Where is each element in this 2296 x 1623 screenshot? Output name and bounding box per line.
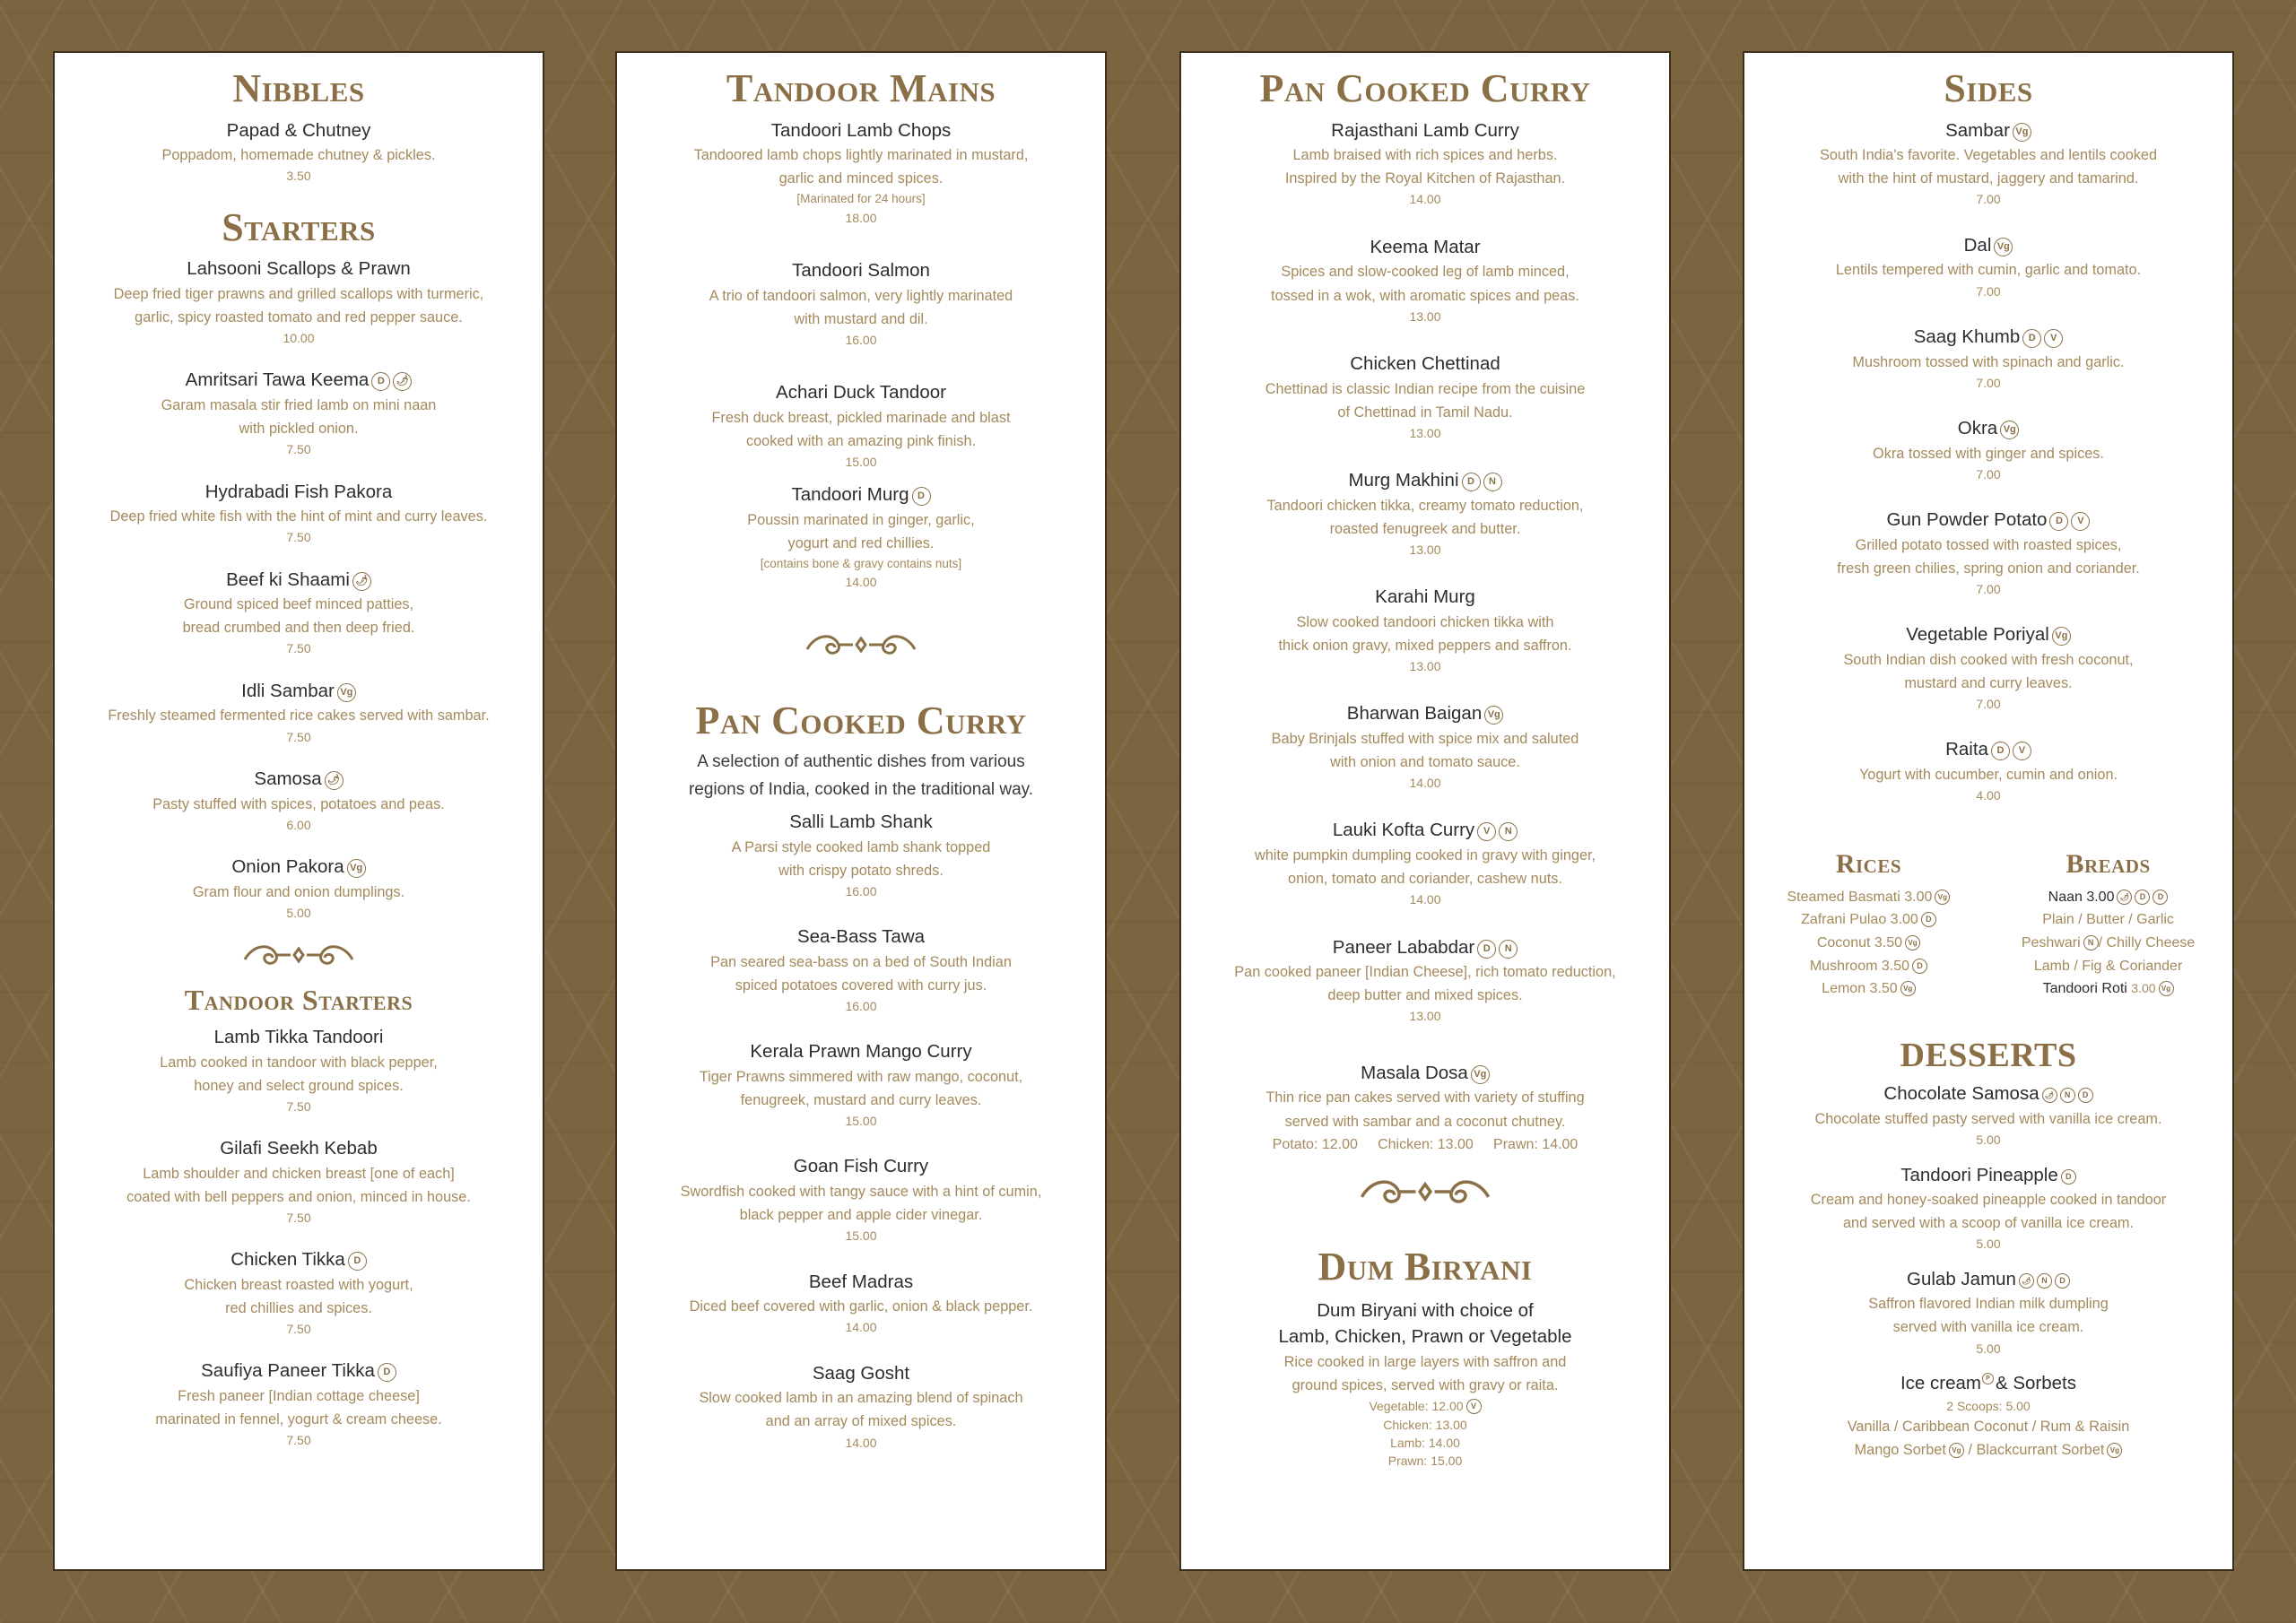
dairy-icon: D xyxy=(378,1363,396,1382)
item-desc: Rice cooked in large layers with saffron and xyxy=(1283,1354,1567,1371)
item-desc: with mustard and dil. xyxy=(794,310,928,327)
item-desc: served with vanilla ice cream. xyxy=(1892,1319,2084,1336)
item-name: Bharwan Baigan Vg xyxy=(1194,700,1657,727)
ornament-divider-icon xyxy=(55,940,543,975)
item-desc: Saffron flavored Indian milk dumpling xyxy=(1868,1296,2109,1313)
nuts-icon: N xyxy=(2060,1088,2075,1103)
item-desc: served with sambar and a coconut chutney. xyxy=(1284,1113,1566,1130)
menu-item xyxy=(630,809,1092,900)
section-title-starters: Starters xyxy=(222,204,376,249)
vegan-icon: Vg xyxy=(347,859,366,878)
menu-item xyxy=(630,1269,1092,1337)
item-name: Dal Vg xyxy=(1757,232,2220,259)
item-name: Vegetable Poriyal Vg xyxy=(1757,621,2220,648)
item-desc: Lamb shoulder and chicken breast [one of each] xyxy=(143,1165,455,1182)
menu-item xyxy=(1757,1081,2220,1149)
bread-item: Lamb / Fig & Coriander xyxy=(2033,958,2183,974)
item-price: 7.50 xyxy=(286,1098,311,1114)
section-intro: regions of India, cooked in the traditional way. xyxy=(688,779,1034,799)
item-name: Karahi Murg xyxy=(1375,586,1475,608)
item-note: [contains bone & gravy contains nuts] xyxy=(760,557,962,571)
item-desc: Lamb cooked in tandoor with black pepper, xyxy=(160,1054,438,1071)
menu-item xyxy=(67,117,530,186)
item-desc: yogurt and red chillies. xyxy=(787,535,935,552)
menu-item xyxy=(630,257,1092,349)
item-price: 14.00 xyxy=(1409,192,1441,207)
vegan-icon: Vg xyxy=(2052,627,2071,646)
breads-column xyxy=(2002,849,2214,1000)
item-name: Goan Fish Curry xyxy=(793,1156,929,1177)
item-price: 15.00 xyxy=(845,1228,877,1244)
item-price: Lamb: 14.00 xyxy=(1390,1435,1460,1450)
item-name: Keema Matar xyxy=(1370,236,1481,257)
menu-item xyxy=(1757,1162,2220,1254)
menu-item xyxy=(630,1038,1092,1130)
menu-panel-curry-biryani xyxy=(1179,51,1671,1571)
section-title-dum-biryani: Dum Biryani xyxy=(1318,1245,1533,1289)
item-price: 6.00 xyxy=(286,817,311,832)
item-name: Lamb, Chicken, Prawn or Vegetable xyxy=(1278,1326,1572,1348)
item-price: 7.00 xyxy=(1976,581,2001,596)
item-name: Okra Vg xyxy=(1757,415,2220,442)
menu-item xyxy=(1757,736,2220,804)
item-desc: Inspired by the Royal Kitchen of Rajasthan. xyxy=(1284,170,1566,187)
item-desc: Swordfish cooked with tangy sauce with a hint of cumin, xyxy=(680,1184,1042,1201)
item-price: Chicken: 13.00 xyxy=(1383,1417,1467,1432)
item-price: Potato: 12.00 Chicken: 13.00 Prawn: 14.00 xyxy=(1272,1136,1578,1152)
vegan-icon: Vg xyxy=(1994,238,2013,256)
menu-item xyxy=(630,379,1092,471)
item-name: Idli Sambar Vg xyxy=(67,678,530,705)
item-price: 14.00 xyxy=(845,575,877,590)
item-price: 5.00 xyxy=(1976,1237,2001,1252)
vegan-icon: Vg xyxy=(1900,981,1916,996)
menu-item xyxy=(67,1246,530,1338)
menu-item xyxy=(67,367,530,458)
item-price: 13.00 xyxy=(1409,308,1441,324)
item-desc: coated with bell peppers and onion, minced in house. xyxy=(126,1188,471,1205)
item-name: Paneer Lababdar D N xyxy=(1194,934,1657,961)
nuts-icon: N xyxy=(1483,473,1502,491)
menu-item xyxy=(1194,700,1657,792)
section-title-tandoor-mains: Tandoor Mains xyxy=(726,66,996,110)
dairy-icon: D xyxy=(2078,1088,2093,1103)
item-name: Onion Pakora Vg xyxy=(67,854,530,881)
item-name: Sea-Bass Tawa xyxy=(796,926,926,948)
item-desc: South India's favorite. Vegetables and lentils cooked xyxy=(1819,147,2158,164)
item-desc: honey and select ground spices. xyxy=(194,1077,404,1094)
menu-item xyxy=(1194,817,1657,908)
item-name: Gun Powder Potato D V xyxy=(1757,507,2220,534)
item-desc: Chocolate stuffed pasty served with vanilla ice cream. xyxy=(1814,1111,2162,1128)
item-name: Tandoori Pineapple D xyxy=(1757,1162,2220,1189)
item-desc: Garam masala stir fried lamb on mini naan xyxy=(161,397,437,414)
item-desc: black pepper and apple cider vinegar. xyxy=(739,1207,983,1224)
ornament-divider-icon xyxy=(1181,1174,1669,1214)
rice-item: Coconut 3.50 Vg xyxy=(1762,932,1975,955)
vegan-icon: Vg xyxy=(1484,706,1503,725)
item-price: 16.00 xyxy=(845,332,877,347)
item-name: Gilafi Seekh Kebab xyxy=(220,1137,378,1159)
item-price: Prawn: 15.00 xyxy=(1387,1454,1463,1469)
item-name: Hydrabadi Fish Pakora xyxy=(204,481,393,502)
menu-item xyxy=(1757,1266,2220,1358)
item-price: 5.00 xyxy=(286,905,311,920)
item-price: 7.50 xyxy=(286,442,311,457)
bread-item: Peshwari N / Chilly Cheese xyxy=(2021,935,2196,951)
item-desc: and served with a scoop of vanilla ice cream. xyxy=(1843,1215,2134,1232)
item-name: Saufiya Paneer Tikka D xyxy=(67,1358,530,1384)
item-price: 10.00 xyxy=(283,331,315,346)
bread-item: Plain / Butter / Garlic xyxy=(2042,912,2174,928)
item-desc: of Chettinad in Tamil Nadu. xyxy=(1337,404,1513,421)
item-price: 16.00 xyxy=(845,883,877,898)
item-name: Chocolate Samosa 🌶 N D xyxy=(1757,1081,2220,1107)
vegan-icon: Vg xyxy=(1949,1443,1964,1458)
item-desc: roasted fenugreek and butter. xyxy=(1329,520,1521,537)
item-desc: and an array of mixed spices. xyxy=(765,1413,957,1430)
item-desc: bread crumbed and then deep fried. xyxy=(182,620,415,637)
vegan-icon: Vg xyxy=(2000,421,2019,439)
item-price: 7.00 xyxy=(1976,466,2001,482)
vegetarian-icon: V xyxy=(1477,822,1496,841)
nuts-icon: N xyxy=(1499,940,1518,959)
item-desc: white pumpkin dumpling cooked in gravy with ginger, xyxy=(1254,847,1596,864)
item-price: 5.00 xyxy=(1976,1341,2001,1356)
vegetarian-icon: V xyxy=(1466,1399,1482,1414)
rices-column xyxy=(1762,849,1975,1000)
vegan-icon: Vg xyxy=(1471,1065,1490,1084)
item-price: 7.00 xyxy=(1976,283,2001,299)
item-desc: Poppadom, homemade chutney & pickles. xyxy=(161,147,436,164)
dairy-icon: D xyxy=(1462,473,1481,491)
menu-item xyxy=(67,479,530,547)
item-price: 14.00 xyxy=(845,1320,877,1335)
menu-item xyxy=(67,1135,530,1227)
item-desc: Grilled potato tossed with roasted spices, xyxy=(1855,536,2122,553)
dairy-icon: D xyxy=(912,487,931,506)
item-price: 14.00 xyxy=(1409,892,1441,907)
item-price: 7.50 xyxy=(286,729,311,744)
item-desc: Mushroom tossed with spinach and garlic. xyxy=(1852,353,2125,370)
item-price: 7.00 xyxy=(1976,192,2001,207)
item-price: 7.50 xyxy=(286,1321,311,1336)
item-price: 7.50 xyxy=(286,1433,311,1448)
item-desc: Lentils tempered with cumin, garlic and tomato. xyxy=(1835,262,2142,279)
dairy-icon: D xyxy=(1991,742,2010,760)
item-desc: mustard and curry leaves. xyxy=(1904,674,2073,691)
item-name: Achari Duck Tandoor xyxy=(776,382,946,404)
section-title-rices: Rices xyxy=(1835,849,1902,880)
item-name: Beef ki Shaami 🌶 xyxy=(67,567,530,594)
menu-item xyxy=(67,567,530,658)
menu-item xyxy=(67,256,530,347)
item-name: Lauki Kofta Curry V N xyxy=(1194,817,1657,844)
spicy-icon: 🌶 xyxy=(2019,1273,2034,1289)
item-desc: Deep fried white fish with the hint of mint and curry leaves. xyxy=(109,508,488,525)
rice-item: Mushroom 3.50 D xyxy=(1762,955,1975,978)
vegan-icon: Vg xyxy=(2159,981,2174,996)
item-desc: Thin rice pan cakes served with variety of stuffing xyxy=(1265,1089,1585,1107)
item-sub: 2 Scoops: 5.00 xyxy=(1946,1398,2031,1413)
vegan-icon: Vg xyxy=(2107,1443,2122,1458)
menu-item xyxy=(1757,415,2220,483)
item-desc: Mango Sorbet Vg / Blackcurrant Sorbet Vg xyxy=(1757,1438,2220,1462)
menu-panel-nibbles-starters xyxy=(53,51,544,1571)
item-name: Lamb Tikka Tandoori xyxy=(213,1026,384,1047)
item-desc: Yogurt with cucumber, cumin and onion. xyxy=(1858,766,2118,783)
spicy-icon: 🌶 xyxy=(2042,1088,2057,1103)
vegetarian-icon: V xyxy=(2013,742,2031,760)
menu-item xyxy=(630,482,1092,591)
item-desc: with the hint of mustard, jaggery and tamarind. xyxy=(1838,170,2139,187)
item-desc: A Parsi style cooked lamb shank topped xyxy=(731,838,991,855)
item-name: Samosa 🌶 xyxy=(67,766,530,793)
menu-item xyxy=(1757,507,2220,598)
item-desc: South Indian dish cooked with fresh coconut, xyxy=(1843,651,2134,668)
spicy-icon: 🌶 xyxy=(325,771,344,790)
item-price: 7.50 xyxy=(286,1210,311,1225)
item-name: Ice cream $^P$ & Sorbets xyxy=(1900,1372,2077,1393)
item-desc: Pan seared sea-bass on a bed of South Indian xyxy=(710,953,1012,970)
item-name: Tandoori Lamb Chops xyxy=(770,119,952,141)
item-price: 18.00 xyxy=(845,210,877,225)
item-name: Rajasthani Lamb Curry xyxy=(1331,119,1519,141)
item-price: 7.50 xyxy=(286,530,311,545)
item-price: 13.00 xyxy=(1409,659,1441,673)
rice-item: Zafrani Pulao 3.00 D xyxy=(1762,908,1975,932)
menu-item xyxy=(67,854,530,922)
item-price: 3.50 xyxy=(286,169,311,184)
item-name: Tandoori Murg D xyxy=(630,482,1092,508)
dairy-icon: D xyxy=(2135,890,2150,905)
section-title-nibbles: Nibbles xyxy=(232,66,365,110)
menu-item xyxy=(1194,1298,1657,1471)
menu-item xyxy=(1757,117,2220,209)
item-desc: with crispy potato shreds. xyxy=(778,862,944,879)
item-desc: garlic and minced spices. xyxy=(778,170,944,187)
menu-item xyxy=(1757,1370,2220,1462)
menu-item xyxy=(630,924,1092,1015)
section-title-pan-cooked-curry: Pan Cooked Curry xyxy=(695,698,1027,742)
menu-item xyxy=(1194,584,1657,675)
menu-item xyxy=(67,1024,530,1115)
item-desc: Baby Brinjals stuffed with spice mix and saluted xyxy=(1271,731,1579,748)
spicy-icon: 🌶 xyxy=(2117,890,2132,905)
menu-item xyxy=(1757,621,2220,713)
vegetarian-icon: V xyxy=(2071,512,2090,531)
section-title-desserts: DESSERTS xyxy=(1900,1036,2077,1074)
item-desc: Pan cooked paneer [Indian Cheese], rich tomato reduction, xyxy=(1234,964,1616,981)
item-desc: Poussin marinated in ginger, garlic, xyxy=(747,511,975,528)
menu-panel-tandoor-mains xyxy=(615,51,1107,1571)
item-price: Vegetable: 12.00 V xyxy=(1194,1397,1657,1415)
dairy-icon: D xyxy=(348,1252,367,1271)
item-desc: marinated in fennel, yogurt & cream cheese. xyxy=(155,1411,442,1428)
item-desc: garlic, spicy roasted tomato and red pepper sauce. xyxy=(135,309,463,326)
item-desc: thick onion gravy, mixed peppers and saffron. xyxy=(1278,637,1572,654)
rice-item: Steamed Basmati 3.00 Vg xyxy=(1762,886,1975,909)
item-desc: Pasty stuffed with spices, potatoes and peas. xyxy=(152,795,445,812)
item-price: 7.00 xyxy=(1976,696,2001,711)
item-name: Murg Makhini D N xyxy=(1194,467,1657,494)
item-name: Salli Lamb Shank xyxy=(789,812,933,833)
section-intro: A selection of authentic dishes from various xyxy=(697,752,1025,772)
item-name: Chicken Chettinad xyxy=(1350,352,1500,374)
peanut-icon: P xyxy=(1982,1373,1994,1384)
item-desc: Fresh duck breast, pickled marinade and blast xyxy=(711,409,1011,426)
item-price: 7.00 xyxy=(1976,375,2001,390)
item-desc: Diced beef covered with garlic, onion & black pepper. xyxy=(689,1298,1033,1315)
item-name: Saag Khumb D V xyxy=(1757,324,2220,351)
dairy-icon: D xyxy=(1912,959,1927,974)
item-desc: Fresh paneer [Indian cottage cheese] xyxy=(178,1387,420,1404)
item-price: 16.00 xyxy=(845,999,877,1014)
item-desc: Chettinad is classic Indian recipe from the cuisine xyxy=(1265,380,1586,397)
bread-item: Naan 3.00 🌶 D D xyxy=(2002,886,2214,909)
menu-item xyxy=(67,1358,530,1449)
item-name: Chicken Tikka D xyxy=(67,1246,530,1273)
item-desc: Vanilla / Caribbean Coconut / Rum & Raisin xyxy=(1847,1418,2130,1435)
item-name: Beef Madras xyxy=(808,1271,914,1292)
item-price: 4.00 xyxy=(1976,788,2001,803)
ornament-divider-icon xyxy=(617,629,1105,664)
item-desc: Tiger Prawns simmered with raw mango, coconut, xyxy=(699,1069,1023,1086)
menu-item xyxy=(67,678,530,746)
menu-item xyxy=(630,117,1092,227)
spicy-icon: 🌶 xyxy=(393,372,412,391)
nuts-icon: N xyxy=(1499,822,1518,841)
menu-item xyxy=(630,1360,1092,1452)
item-price: 14.00 xyxy=(1409,776,1441,791)
item-name: Sambar Vg xyxy=(1757,117,2220,144)
vegetarian-icon: V xyxy=(2044,329,2063,348)
item-desc: Gram flour and onion dumplings. xyxy=(192,883,405,900)
dairy-icon: D xyxy=(2049,512,2068,531)
item-name: Raita D V xyxy=(1757,736,2220,763)
item-desc: cooked with an amazing pink finish. xyxy=(745,432,977,449)
menu-item xyxy=(1194,351,1657,442)
dairy-icon: D xyxy=(2022,329,2041,348)
menu-item xyxy=(630,1153,1092,1245)
item-desc: spiced potatoes covered with curry jus. xyxy=(735,976,987,994)
item-desc: ground spices, served with gravy or raita. xyxy=(1292,1377,1559,1394)
item-name: Kerala Prawn Mango Curry xyxy=(750,1041,972,1063)
menu-item xyxy=(1757,232,2220,300)
menu-item xyxy=(1194,234,1657,325)
item-desc: deep butter and mixed spices. xyxy=(1327,987,1523,1004)
dairy-icon: D xyxy=(1921,912,1936,927)
menu-item xyxy=(1194,934,1657,1026)
section-title-pan-cooked-curry: Pan Cooked Curry xyxy=(1259,66,1591,110)
item-desc: Deep fried tiger prawns and grilled scallops with turmeric, xyxy=(113,285,484,302)
item-note: [Marinated for 24 hours] xyxy=(796,192,926,206)
section-title-sides: Sides xyxy=(1944,66,2033,110)
item-price: 13.00 xyxy=(1409,1009,1441,1024)
item-price: 5.00 xyxy=(1976,1133,2001,1148)
item-desc: Spices and slow-cooked leg of lamb minced, xyxy=(1281,264,1570,281)
item-desc: red chillies and spices. xyxy=(225,1299,372,1316)
section-title-tandoor-starters: Tandoor Starters xyxy=(184,984,413,1016)
item-name: Gulab Jamun 🌶 N D xyxy=(1757,1266,2220,1293)
item-price: 13.00 xyxy=(1409,542,1441,557)
item-desc: Okra tossed with ginger and spices. xyxy=(1873,445,2104,462)
item-desc: Chicken breast roasted with yogurt, xyxy=(184,1276,413,1293)
section-title-breads: Breads xyxy=(2066,849,2151,880)
item-desc: with pickled onion. xyxy=(239,421,359,438)
item-price: 14.00 xyxy=(845,1435,877,1450)
vegan-icon: Vg xyxy=(1905,935,1920,950)
item-name: Papad & Chutney xyxy=(226,119,371,141)
item-name: Masala Dosa Vg xyxy=(1194,1060,1657,1087)
menu-item xyxy=(1194,1060,1657,1156)
item-price: 15.00 xyxy=(845,454,877,469)
dairy-icon: D xyxy=(2061,1169,2076,1185)
dairy-icon: D xyxy=(2152,890,2168,905)
item-name: Lahsooni Scallops & Prawn xyxy=(187,258,411,280)
item-name: Dum Biryani with choice of xyxy=(1317,1299,1534,1321)
vegan-icon: Vg xyxy=(337,683,356,702)
menu-item xyxy=(1194,467,1657,559)
vegan-icon: Vg xyxy=(2013,123,2031,142)
menu-item xyxy=(1757,324,2220,392)
item-name: Amritsari Tawa Keema D 🌶 xyxy=(67,367,530,394)
menu-item xyxy=(1194,117,1657,209)
item-desc: Slow cooked lamb in an amazing blend of spinach xyxy=(699,1390,1023,1407)
item-price: 13.00 xyxy=(1409,425,1441,440)
item-name: Tandoori Salmon xyxy=(792,259,930,281)
rice-item: Lemon 3.50 Vg xyxy=(1762,977,1975,1001)
item-desc: A trio of tandoori salmon, very lightly marinated xyxy=(709,287,1013,304)
item-desc: Cream and honey-soaked pineapple cooked in tandoor xyxy=(1810,1192,2167,1209)
item-price: 15.00 xyxy=(845,1114,877,1129)
dairy-icon: D xyxy=(1477,940,1496,959)
item-name: Saag Gosht xyxy=(812,1362,910,1384)
item-desc: fenugreek, mustard and curry leaves. xyxy=(740,1092,982,1109)
dairy-icon: D xyxy=(371,372,390,391)
item-desc: tossed in a wok, with aromatic spices and peas. xyxy=(1271,287,1579,304)
item-desc: Lamb braised with rich spices and herbs. xyxy=(1292,147,1558,164)
item-desc: fresh green chilies, spring onion and coriander. xyxy=(1837,560,2140,577)
item-desc: Ground spiced beef minced patties, xyxy=(183,596,414,613)
item-desc: onion, tomato and coriander, cashew nuts. xyxy=(1288,871,1562,888)
item-desc: Tandoori chicken tikka, creamy tomato reduction, xyxy=(1266,497,1584,514)
menu-item xyxy=(67,766,530,834)
item-desc: Tandoored lamb chops lightly marinated in mustard, xyxy=(693,147,1029,164)
dairy-icon: D xyxy=(2055,1273,2070,1289)
item-price: 7.50 xyxy=(286,641,311,656)
rices-breads-columns xyxy=(1744,849,2232,1000)
spicy-icon: 🌶 xyxy=(352,572,371,591)
nuts-icon: N xyxy=(2037,1273,2052,1289)
item-desc: Slow cooked tandoori chicken tikka with xyxy=(1296,613,1554,630)
bread-item: Tandoori Roti 3.00 Vg xyxy=(2002,977,2214,1001)
item-desc: Freshly steamed fermented rice cakes served with sambar. xyxy=(108,707,490,725)
item-desc: with onion and tomato sauce. xyxy=(1330,754,1520,771)
menu-panel-sides-desserts xyxy=(1743,51,2234,1571)
vegan-icon: Vg xyxy=(1935,890,1950,905)
nuts-icon: N xyxy=(2083,935,2099,950)
